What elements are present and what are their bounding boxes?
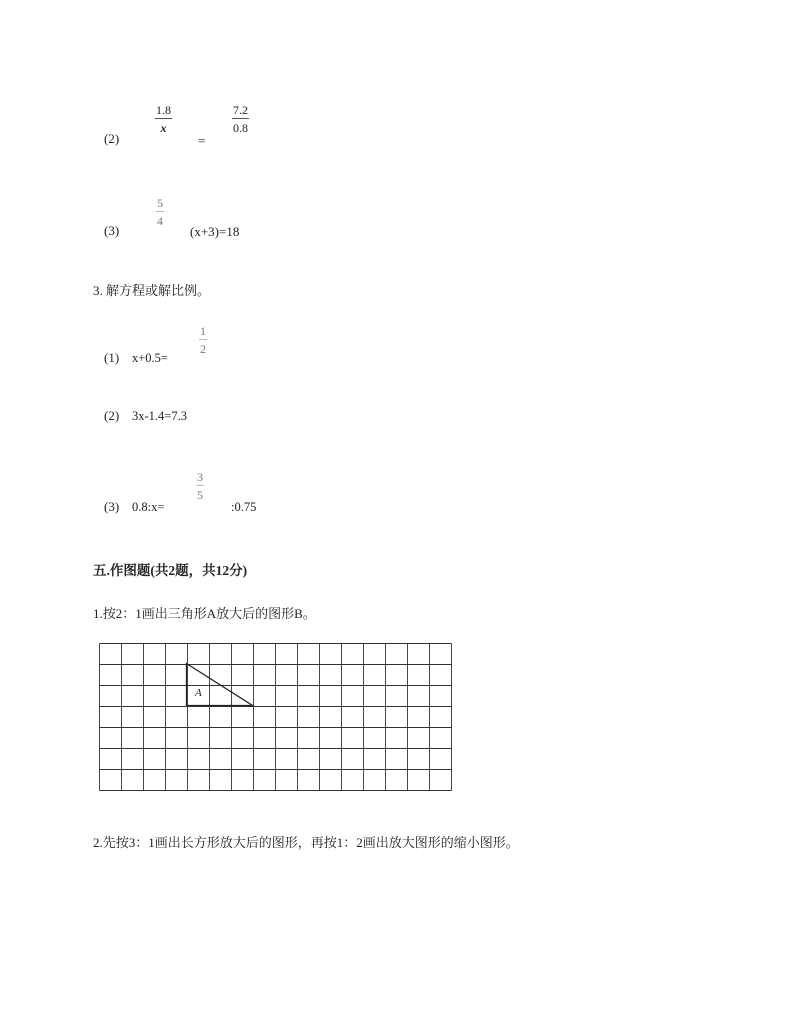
fraction-5-over-4 bbox=[156, 196, 164, 228]
triangle-label: A bbox=[195, 687, 202, 699]
numerator: 1.8 bbox=[156, 103, 171, 117]
numerator: 5 bbox=[157, 196, 163, 210]
denominator: 2 bbox=[200, 342, 206, 356]
question-1-text: 1.按2：1画出三角形A放大后的图形B。 bbox=[93, 606, 316, 621]
s3-item-1-expr: x+0.5= bbox=[132, 351, 168, 365]
equation-rest: (x+3)=18 bbox=[190, 224, 240, 239]
fraction-3-over-5 bbox=[196, 470, 204, 502]
denominator: 0.8 bbox=[233, 121, 248, 135]
numerator: 1 bbox=[200, 324, 206, 338]
numerator: 3 bbox=[197, 470, 203, 484]
item-3-label: (3) bbox=[104, 223, 120, 238]
s3-item-3-expr: 0.8:x= bbox=[132, 500, 165, 514]
denominator: x bbox=[160, 121, 167, 135]
section-5-heading: 五.作图题(共2题，共12分) bbox=[93, 563, 248, 578]
equals-sign: = bbox=[198, 133, 206, 148]
item-2-label: (2) bbox=[104, 131, 120, 146]
s3-item-1-label: (1) bbox=[104, 350, 120, 365]
s3-item-2-label: (2) bbox=[104, 408, 120, 423]
question-2-text: 2.先按3：1画出长方形放大后的图形，再按1：2画出放大图形的缩小图形。 bbox=[93, 835, 519, 850]
numerator: 7.2 bbox=[233, 103, 248, 117]
fraction-bar bbox=[196, 485, 204, 486]
fraction-1-over-2 bbox=[199, 324, 207, 356]
fraction-bar bbox=[156, 211, 164, 212]
fraction-7.2-over-0.8 bbox=[232, 103, 249, 135]
fraction-bar bbox=[199, 339, 207, 340]
s3-item-2-expr: 3x-1.4=7.3 bbox=[132, 409, 187, 423]
section-3-heading: 3. 解方程或解比例。 bbox=[93, 283, 211, 298]
denominator: 4 bbox=[157, 214, 163, 228]
s3-item-3-rest: :0.75 bbox=[231, 500, 257, 514]
drawing-grid bbox=[98, 642, 453, 791]
fraction-bar bbox=[232, 118, 249, 119]
denominator: 5 bbox=[197, 488, 203, 502]
s3-item-3-label: (3) bbox=[104, 499, 120, 514]
fraction-bar bbox=[155, 118, 172, 119]
fraction-1.8-over-x bbox=[155, 103, 172, 135]
triangle-a bbox=[187, 664, 253, 706]
grid-lines bbox=[100, 644, 452, 791]
